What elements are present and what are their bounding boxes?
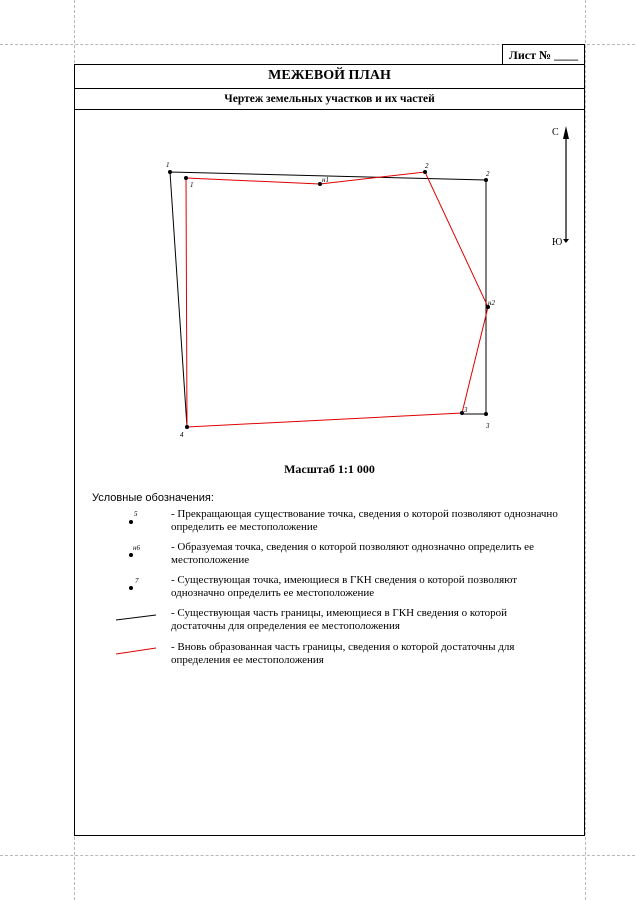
point-label: н2: [488, 299, 495, 307]
black-line-icon: [116, 615, 156, 620]
point-marker-icon: [129, 586, 133, 590]
page-subtitle: Чертеж земельных участков и их частей: [74, 89, 585, 110]
legend-symbol-new-point: [120, 541, 160, 563]
point-label: н1: [322, 176, 329, 184]
red-line-icon: [116, 648, 156, 654]
legend-symbol-terminated-point: [120, 508, 160, 530]
sheet-blank: ____: [554, 47, 579, 62]
point-marker: [484, 412, 488, 416]
compass-tail-icon: [563, 239, 569, 243]
legend-symbol-label: 5: [134, 510, 138, 518]
compass-arrow-icon: [563, 126, 569, 139]
point-label: 4: [180, 431, 184, 439]
legend-symbol-existing-boundary: [114, 610, 160, 626]
legend-title: Условные обозначения:: [92, 492, 214, 504]
existing-boundary: [170, 172, 486, 427]
point-marker-icon: [129, 553, 133, 557]
new-boundary: [186, 172, 488, 427]
legend-text: - Вновь образованная часть границы, сведения о которой достаточны для определения ее местоположения: [171, 641, 515, 666]
point-label: 2: [425, 162, 429, 170]
point-label: 3: [486, 422, 490, 430]
point-marker: [484, 178, 488, 182]
point-label: 1: [190, 181, 194, 189]
point-marker: [423, 170, 427, 174]
compass-north-label: С: [552, 127, 559, 138]
sheet-label: Лист №: [508, 47, 552, 62]
legend-text: - Прекращающая существование точка, сведения о которой позволяют однозначно определить ее местоположение: [171, 508, 558, 533]
legend-symbol-label: н6: [133, 544, 140, 552]
point-label: 3: [464, 406, 468, 414]
legend-symbol-new-boundary: [114, 643, 160, 659]
legend-text: - Существующая часть границы, имеющиеся в ГКН сведения о которой достаточны для определения ее местоположения: [171, 607, 508, 632]
point-marker: [184, 176, 188, 180]
point-marker: [185, 425, 189, 429]
compass-south-label: Ю: [552, 237, 563, 248]
legend-text: - Существующая точка, имеющиеся в ГКН сведения о которой позволяют однозначно определить ее местоположение: [171, 574, 518, 599]
point-marker-icon: [129, 520, 133, 524]
legend-text: - Образуемая точка, сведения о которой позволяют однозначно определить ее местоположение: [171, 541, 534, 566]
point-label: 1: [166, 161, 170, 169]
point-label: 2: [486, 170, 490, 178]
point-marker: [168, 170, 172, 174]
scale-label: Масштаб 1:1 000: [284, 462, 375, 476]
page-title: МЕЖЕВОЙ ПЛАН: [74, 64, 585, 89]
legend-symbol-label: 7: [135, 577, 139, 585]
legend-symbol-existing-point: [120, 574, 160, 596]
